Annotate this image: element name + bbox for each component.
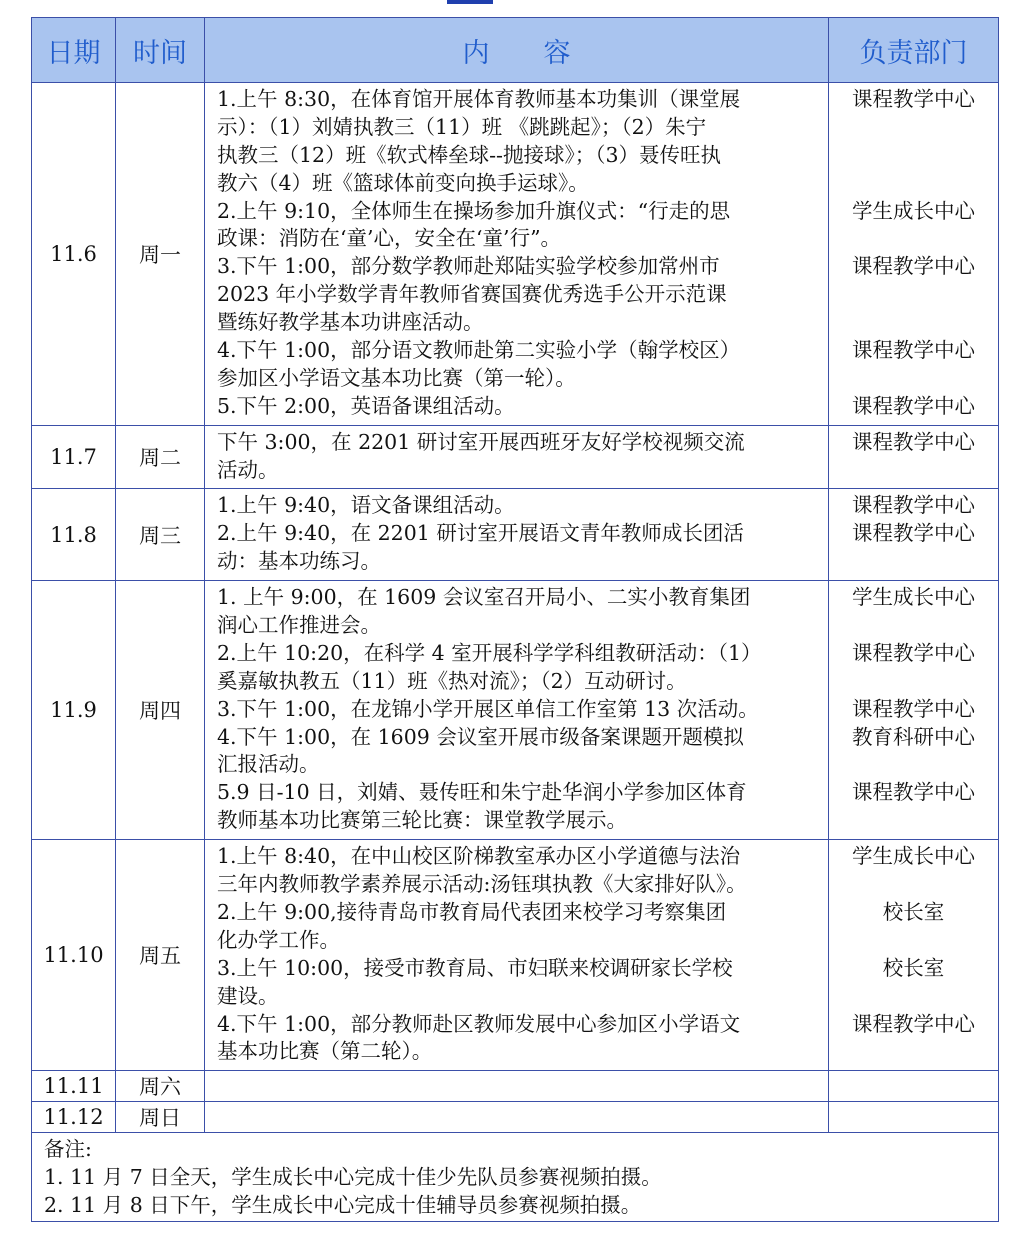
row-day: 周日 — [116, 1102, 205, 1133]
content-line: 3.上午 10:00，接受市教育局、市妇联来校调研家长学校 — [217, 955, 733, 980]
row-date: 11.12 — [32, 1102, 116, 1133]
content-line: 1.上午 9:40，语文备课组活动。 — [217, 493, 515, 518]
weekend-row — [32, 1102, 999, 1133]
content-line: 4.下午 1:00，在 1609 会议室开展市级备案课题开题模拟 — [217, 724, 744, 749]
content-line: 5.下午 2:00，英语备课组活动。 — [217, 393, 515, 418]
content-line: 教师基本功比赛第三轮比赛：课堂教学展示。 — [217, 808, 627, 833]
content-line: 润心工作推进会。 — [217, 613, 381, 638]
notes-cell — [32, 1133, 999, 1222]
day-row — [32, 489, 999, 581]
row-day: 周四 — [116, 581, 205, 840]
row-date: 11.10 — [32, 840, 116, 1071]
row-date: 11.7 — [32, 425, 116, 489]
content-line: 示）：（1）刘婧执教三（11）班 《跳跳起》；（2）朱宁 — [217, 114, 707, 139]
content-line: 2.上午 9:40，在 2201 研讨室开展语文青年教师成长团活 — [217, 521, 744, 546]
row-dept-empty — [829, 1102, 999, 1133]
content-line: 1. 上午 9:00，在 1609 会议室召开局小、二实小教育集团 — [217, 585, 751, 610]
dept-spacer — [829, 612, 998, 640]
dept-spacer — [829, 927, 998, 955]
dept-spacer — [829, 170, 998, 198]
weekly-schedule-table — [31, 17, 999, 1222]
row-date: 11.11 — [32, 1071, 116, 1102]
row-day: 周六 — [116, 1071, 205, 1102]
notes-title: 备注: — [44, 1137, 92, 1162]
content-line: 建设。 — [217, 983, 279, 1008]
row-content-empty — [205, 1102, 829, 1133]
row-dept — [829, 840, 999, 1071]
dept-label: 课程教学中心 — [852, 429, 975, 454]
dept-spacer — [829, 1038, 998, 1066]
day-row — [32, 83, 999, 426]
header-dept: 负责部门 — [829, 18, 999, 83]
dept-spacer — [829, 365, 998, 393]
content-line: 3.下午 1:00，部分数学教师赴郑陆实验学校参加常州市 — [217, 254, 720, 279]
row-dept-empty — [829, 1071, 999, 1102]
dept-spacer — [829, 668, 998, 696]
content-line: 4.下午 1:00，部分语文教师赴第二实验小学（翰学校区） — [217, 338, 741, 363]
row-date: 11.6 — [32, 83, 116, 426]
row-content — [205, 425, 829, 489]
content-line: 暨练好教学基本功讲座活动。 — [217, 310, 484, 335]
dept-label: 课程教学中心 — [852, 254, 975, 279]
row-day: 周五 — [116, 840, 205, 1071]
notes-item: 2. 11 月 8 日下午，学生成长中心完成十佳辅导员参赛视频拍摄。 — [44, 1193, 642, 1218]
schedule-body — [32, 83, 999, 1222]
content-line: 执教三（12）班《软式棒垒球--抛接球》；（3）聂传旺执 — [217, 142, 721, 167]
content-line: 活动。 — [217, 457, 279, 482]
dept-spacer — [829, 807, 998, 835]
dept-spacer — [829, 309, 998, 337]
content-line: 汇报活动。 — [217, 752, 320, 777]
row-content-empty — [205, 1071, 829, 1102]
dept-label: 课程教学中心 — [852, 521, 975, 546]
dept-label: 课程教学中心 — [852, 493, 975, 518]
content-line: 基本功比赛（第二轮）。 — [217, 1039, 433, 1064]
content-line: 3.下午 1:00，在龙锦小学开展区单信工作室第 13 次活动。 — [217, 696, 759, 721]
dept-label: 校长室 — [882, 899, 945, 924]
content-line: 奚嘉敏执教五（11）班《热对流》；（2）互动研讨。 — [217, 668, 687, 693]
weekend-row — [32, 1071, 999, 1102]
header-date: 日期 — [32, 18, 116, 83]
day-row — [32, 581, 999, 840]
header-row — [32, 18, 999, 83]
notes-row — [32, 1133, 999, 1222]
row-day: 周三 — [116, 489, 205, 581]
day-row — [32, 840, 999, 1071]
row-date: 11.8 — [32, 489, 116, 581]
content-line: 1.上午 8:40，在中山校区阶梯教室承办区小学道德与法治 — [217, 844, 741, 869]
row-content — [205, 489, 829, 581]
dept-label: 课程教学中心 — [852, 393, 975, 418]
content-line: 教六（4）班《篮球体前变向换手运球》。 — [217, 170, 589, 195]
dept-spacer — [829, 225, 998, 253]
dept-label: 校长室 — [882, 955, 945, 980]
row-dept — [829, 581, 999, 840]
dept-label: 学生成长中心 — [852, 585, 975, 610]
dept-spacer — [829, 114, 998, 142]
dept-label: 教育科研中心 — [852, 724, 975, 749]
content-line: 2.上午 9:10，全体师生在操场参加升旗仪式：“行走的思 — [217, 198, 731, 223]
header-time: 时间 — [116, 18, 205, 83]
day-row — [32, 425, 999, 489]
dept-spacer — [829, 983, 998, 1011]
dept-label: 课程教学中心 — [852, 1011, 975, 1036]
dept-label: 学生成长中心 — [852, 844, 975, 869]
row-content — [205, 581, 829, 840]
dept-spacer — [829, 871, 998, 899]
row-dept — [829, 425, 999, 489]
content-line: 政课：消防在‘童’心，安全在‘童’行”。 — [217, 226, 562, 251]
dept-label: 课程教学中心 — [852, 640, 975, 665]
content-line: 三年内教师教学素养展示活动:汤钰琪执教《大家排好队》。 — [217, 872, 747, 897]
header-content: 内 容 — [205, 18, 829, 83]
dept-spacer — [829, 457, 998, 485]
content-line: 参加区小学语文基本功比赛（第一轮）。 — [217, 365, 576, 390]
dept-spacer — [829, 142, 998, 170]
notes-item: 1. 11 月 7 日全天，学生成长中心完成十佳少先队员参赛视频拍摄。 — [44, 1165, 662, 1190]
content-line: 1.上午 8:30，在体育馆开展体育教师基本功集训（课堂展 — [217, 87, 741, 111]
content-line: 4.下午 1:00，部分教师赴区教师发展中心参加区小学语文 — [217, 1011, 741, 1036]
content-line: 2.上午 10:20，在科学 4 室开展科学学科组教研活动：（1） — [217, 640, 762, 665]
row-dept — [829, 489, 999, 581]
content-line: 2023 年小学数学青年教师省赛国赛优秀选手公开示范课 — [217, 282, 727, 307]
row-day: 周一 — [116, 83, 205, 426]
dept-label: 课程教学中心 — [852, 780, 975, 805]
dept-label: 课程教学中心 — [852, 87, 975, 111]
row-content — [205, 83, 829, 426]
row-content — [205, 840, 829, 1071]
content-line: 动：基本功练习。 — [217, 549, 381, 574]
dept-spacer — [829, 548, 998, 576]
dept-spacer — [829, 281, 998, 309]
dept-label: 课程教学中心 — [852, 696, 975, 721]
row-dept — [829, 83, 999, 426]
row-day: 周二 — [116, 425, 205, 489]
content-line: 下午 3:00，在 2201 研讨室开展西班牙友好学校视频交流 — [217, 429, 745, 454]
content-line: 化办学工作。 — [217, 927, 340, 952]
top-tab-marker — [447, 0, 493, 4]
dept-label: 课程教学中心 — [852, 338, 975, 363]
content-line: 5.9 日-10 日，刘婧、聂传旺和朱宁赴华润小学参加区体育 — [217, 780, 747, 805]
row-date: 11.9 — [32, 581, 116, 840]
content-line: 2.上午 9:00,接待青岛市教育局代表团来校学习考察集团 — [217, 899, 727, 924]
dept-label: 学生成长中心 — [852, 198, 975, 223]
dept-spacer — [829, 751, 998, 779]
